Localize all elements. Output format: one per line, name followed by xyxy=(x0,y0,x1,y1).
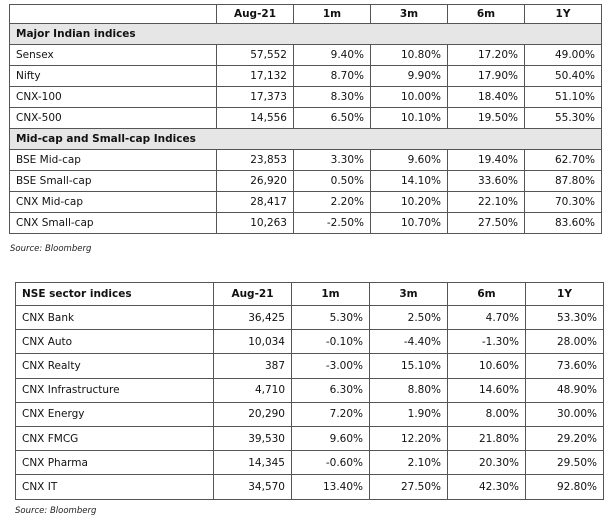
value-cell: 39,530 xyxy=(214,426,292,450)
column-header: 3m xyxy=(370,283,448,306)
column-header xyxy=(10,5,217,24)
value-cell: 49.00% xyxy=(525,45,602,66)
value-cell: 36,425 xyxy=(214,306,292,330)
index-name-cell: BSE Small-cap xyxy=(10,171,217,192)
value-cell: 15.10% xyxy=(370,354,448,378)
value-cell: 10.80% xyxy=(371,45,448,66)
value-cell: 9.60% xyxy=(371,150,448,171)
section-title: Major Indian indices xyxy=(10,24,602,45)
value-cell: 28.00% xyxy=(526,330,604,354)
table-row xyxy=(16,378,604,402)
value-cell: 92.80% xyxy=(526,475,604,499)
value-cell: 53.30% xyxy=(526,306,604,330)
index-name-cell: CNX Small-cap xyxy=(10,213,217,234)
value-cell: 7.20% xyxy=(292,402,370,426)
index-name-cell: CNX Bank xyxy=(16,306,214,330)
index-name-cell: CNX Realty xyxy=(16,354,214,378)
value-cell: 8.30% xyxy=(294,87,371,108)
index-name-cell: Nifty xyxy=(10,66,217,87)
table-row xyxy=(10,150,602,171)
value-cell: 87.80% xyxy=(525,171,602,192)
value-cell: 14.60% xyxy=(448,378,526,402)
value-cell: 10,263 xyxy=(217,213,294,234)
column-header: 1Y xyxy=(526,283,604,306)
table-row xyxy=(16,451,604,475)
value-cell: 70.30% xyxy=(525,192,602,213)
column-header: 6m xyxy=(448,5,525,24)
value-cell: -2.50% xyxy=(294,213,371,234)
value-cell: 1.90% xyxy=(370,402,448,426)
value-cell: 0.50% xyxy=(294,171,371,192)
value-cell: 62.70% xyxy=(525,150,602,171)
table2-source-note: Source: Bloomberg xyxy=(15,506,97,516)
table-row xyxy=(10,45,602,66)
value-cell: -1.30% xyxy=(448,330,526,354)
table-header-row xyxy=(16,283,604,306)
column-header: Aug-21 xyxy=(217,5,294,24)
value-cell: 9.90% xyxy=(371,66,448,87)
value-cell: -3.00% xyxy=(292,354,370,378)
section-header-row xyxy=(10,129,602,150)
value-cell: 73.60% xyxy=(526,354,604,378)
table-row xyxy=(16,426,604,450)
value-cell: 29.50% xyxy=(526,451,604,475)
index-name-cell: CNX Energy xyxy=(16,402,214,426)
value-cell: 27.50% xyxy=(448,213,525,234)
value-cell: 10.20% xyxy=(371,192,448,213)
index-name-cell: CNX-500 xyxy=(10,108,217,129)
table-header-row xyxy=(10,5,602,24)
value-cell: 10.60% xyxy=(448,354,526,378)
table1-source-note: Source: Bloomberg xyxy=(10,244,92,254)
value-cell: 8.70% xyxy=(294,66,371,87)
value-cell: 4.70% xyxy=(448,306,526,330)
value-cell: 10.10% xyxy=(371,108,448,129)
value-cell: 28,417 xyxy=(217,192,294,213)
value-cell: 14,556 xyxy=(217,108,294,129)
value-cell: 30.00% xyxy=(526,402,604,426)
column-header: 3m xyxy=(371,5,448,24)
value-cell: 51.10% xyxy=(525,87,602,108)
value-cell: 9.60% xyxy=(292,426,370,450)
value-cell: 26,920 xyxy=(217,171,294,192)
value-cell: -4.40% xyxy=(370,330,448,354)
value-cell: 22.10% xyxy=(448,192,525,213)
table-row xyxy=(10,171,602,192)
table-row xyxy=(10,66,602,87)
index-name-cell: CNX-100 xyxy=(10,87,217,108)
value-cell: 18.40% xyxy=(448,87,525,108)
table-row xyxy=(16,330,604,354)
value-cell: 17,132 xyxy=(217,66,294,87)
index-name-cell: CNX Infrastructure xyxy=(16,378,214,402)
nse-sector-indices-table xyxy=(15,282,604,500)
value-cell: 23,853 xyxy=(217,150,294,171)
value-cell: 21.80% xyxy=(448,426,526,450)
value-cell: 14,345 xyxy=(214,451,292,475)
value-cell: 48.90% xyxy=(526,378,604,402)
value-cell: 57,552 xyxy=(217,45,294,66)
index-name-cell: CNX Pharma xyxy=(16,451,214,475)
table-row xyxy=(10,87,602,108)
value-cell: 17,373 xyxy=(217,87,294,108)
table-row xyxy=(16,306,604,330)
value-cell: 83.60% xyxy=(525,213,602,234)
index-name-cell: CNX IT xyxy=(16,475,214,499)
value-cell: 19.50% xyxy=(448,108,525,129)
value-cell: 6.30% xyxy=(292,378,370,402)
value-cell: 3.30% xyxy=(294,150,371,171)
table-row xyxy=(10,192,602,213)
value-cell: 17.90% xyxy=(448,66,525,87)
value-cell: 4,710 xyxy=(214,378,292,402)
value-cell: 34,570 xyxy=(214,475,292,499)
column-header: 1m xyxy=(292,283,370,306)
table-row xyxy=(16,402,604,426)
major-indices-table xyxy=(9,4,602,234)
value-cell: 387 xyxy=(214,354,292,378)
index-name-cell: CNX Mid-cap xyxy=(10,192,217,213)
value-cell: 42.30% xyxy=(448,475,526,499)
value-cell: 20.30% xyxy=(448,451,526,475)
value-cell: 9.40% xyxy=(294,45,371,66)
table-row xyxy=(10,213,602,234)
column-header: NSE sector indices xyxy=(16,283,214,306)
value-cell: -0.10% xyxy=(292,330,370,354)
column-header: Aug-21 xyxy=(214,283,292,306)
value-cell: 5.30% xyxy=(292,306,370,330)
column-header: 1Y xyxy=(525,5,602,24)
section-title: Mid-cap and Small-cap Indices xyxy=(10,129,602,150)
value-cell: 33.60% xyxy=(448,171,525,192)
value-cell: 14.10% xyxy=(371,171,448,192)
column-header: 1m xyxy=(294,5,371,24)
section-header-row xyxy=(10,24,602,45)
column-header: 6m xyxy=(448,283,526,306)
value-cell: 2.50% xyxy=(370,306,448,330)
value-cell: -0.60% xyxy=(292,451,370,475)
value-cell: 17.20% xyxy=(448,45,525,66)
value-cell: 12.20% xyxy=(370,426,448,450)
value-cell: 13.40% xyxy=(292,475,370,499)
value-cell: 10.00% xyxy=(371,87,448,108)
value-cell: 20,290 xyxy=(214,402,292,426)
index-name-cell: CNX FMCG xyxy=(16,426,214,450)
value-cell: 50.40% xyxy=(525,66,602,87)
table-row xyxy=(10,108,602,129)
table-row xyxy=(16,475,604,499)
value-cell: 2.20% xyxy=(294,192,371,213)
value-cell: 8.00% xyxy=(448,402,526,426)
value-cell: 2.10% xyxy=(370,451,448,475)
value-cell: 10,034 xyxy=(214,330,292,354)
value-cell: 29.20% xyxy=(526,426,604,450)
table-row xyxy=(16,354,604,378)
value-cell: 8.80% xyxy=(370,378,448,402)
value-cell: 10.70% xyxy=(371,213,448,234)
value-cell: 27.50% xyxy=(370,475,448,499)
index-name-cell: CNX Auto xyxy=(16,330,214,354)
index-name-cell: Sensex xyxy=(10,45,217,66)
value-cell: 19.40% xyxy=(448,150,525,171)
value-cell: 55.30% xyxy=(525,108,602,129)
index-name-cell: BSE Mid-cap xyxy=(10,150,217,171)
value-cell: 6.50% xyxy=(294,108,371,129)
